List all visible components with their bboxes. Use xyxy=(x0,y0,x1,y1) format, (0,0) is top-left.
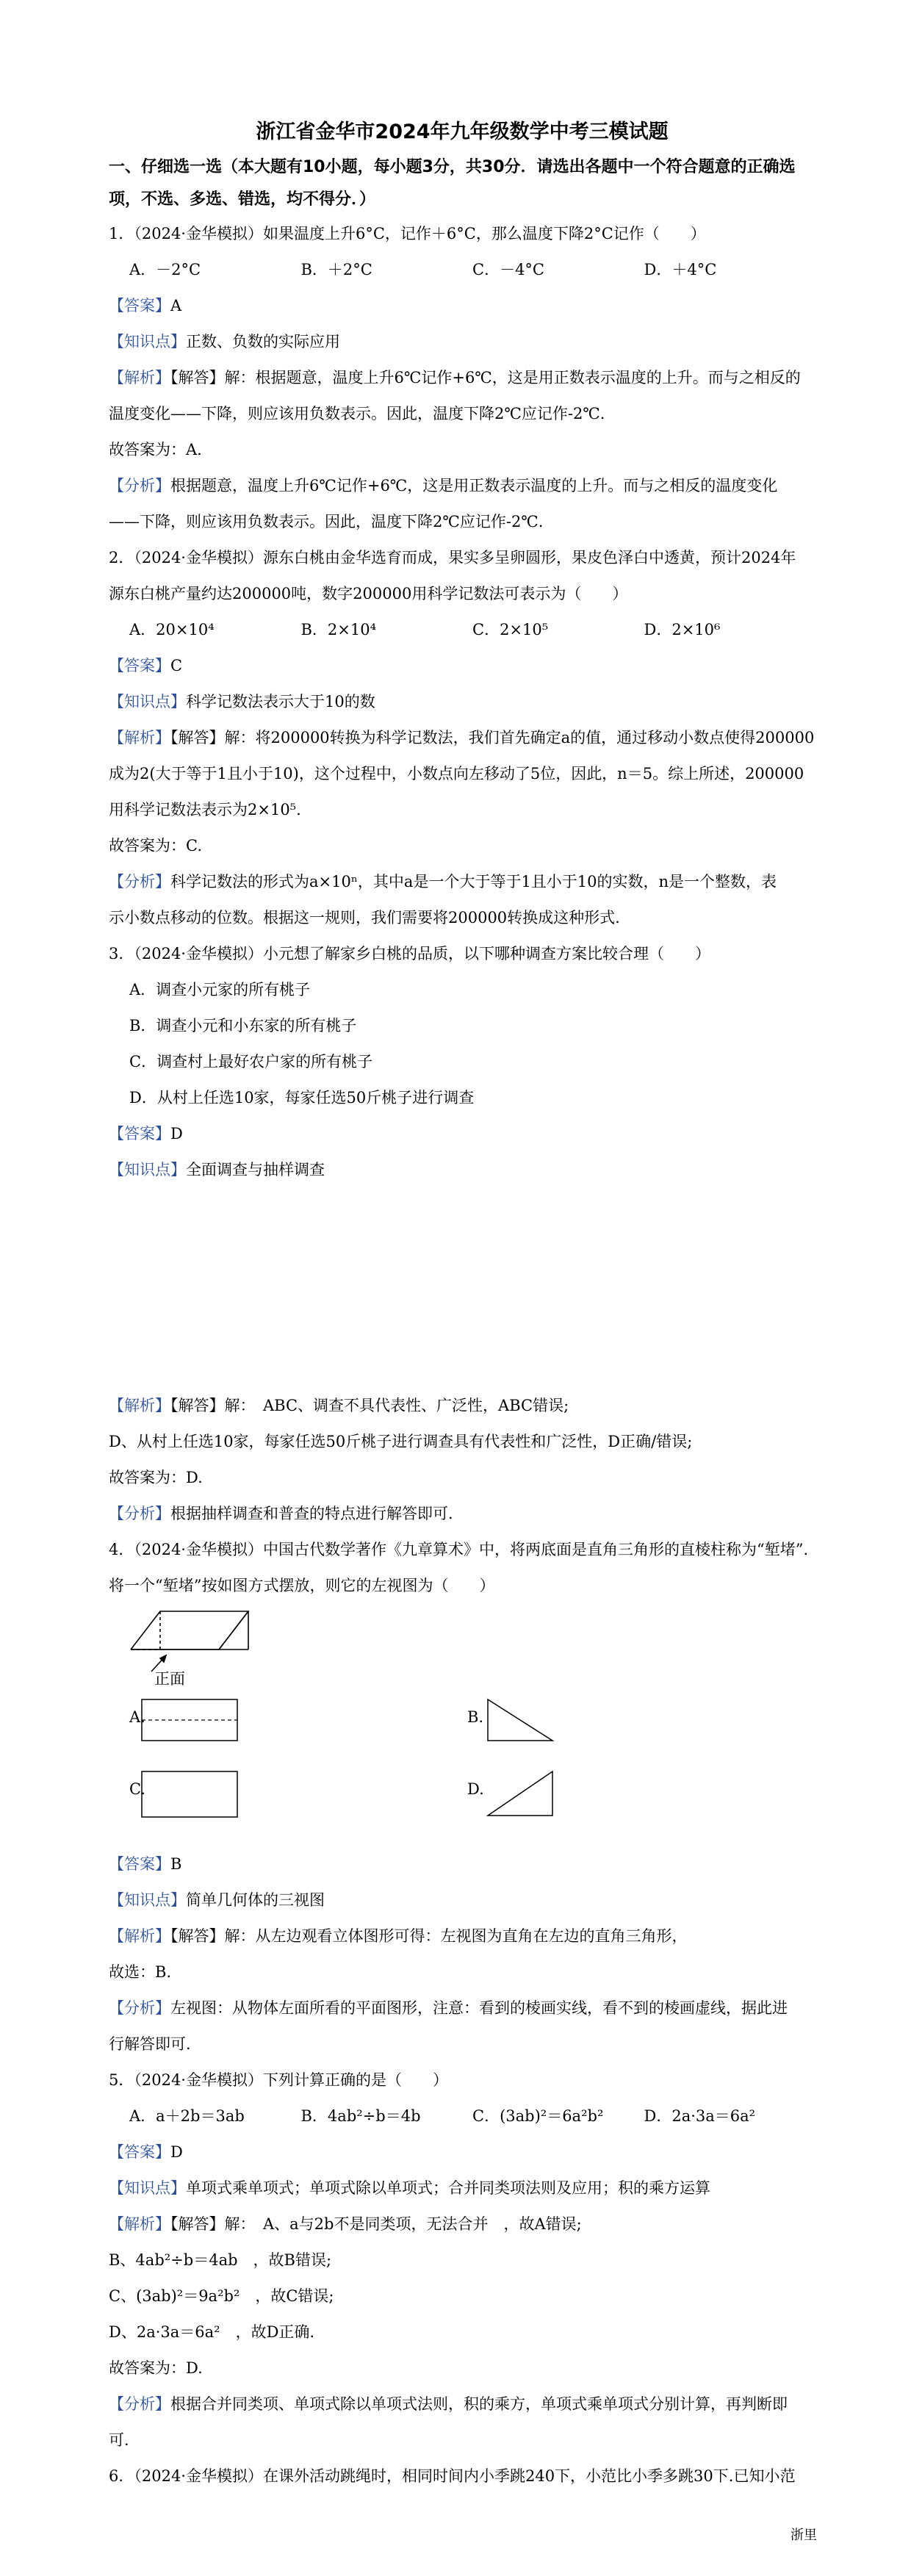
analysis-tag: 【解析】 xyxy=(109,1397,170,1414)
q5-fenxi xyxy=(109,2386,815,2422)
q2-knowledge xyxy=(109,684,815,720)
section-heading: 一、仔细选一选（本大题有10小题，每小题3分，共30分．请选出各题中一个符合题意的正确选项，不选、多选、错选，均不得分．） xyxy=(109,158,796,209)
solution-tag: 【解答】 xyxy=(170,369,225,386)
fenxi-text: 左视图：从物体左面所看的平面图形，注意：看到的棱画实线，看不到的棱画虚线，据此进 xyxy=(170,1999,788,2017)
answer-value: C xyxy=(170,657,183,674)
q1-analysis-cont: 温度变化——下降，则应该用负数表示。因此，温度下降2℃应记作-2℃. xyxy=(109,405,605,422)
q1-fenxi-cont: ——下降，则应该用负数表示。因此，温度下降2℃应记作-2℃. xyxy=(109,513,544,530)
solution-tag: 【解答】 xyxy=(170,1397,225,1414)
option-d-triangle xyxy=(482,1769,563,1820)
q2-stem-cont: 源东白桃产量约达200000吨，数字200000用科学记数法可表示为（ ） xyxy=(109,585,628,602)
q1-fenxi xyxy=(109,468,815,504)
fenxi-tag: 【分析】 xyxy=(109,1505,170,1522)
fenxi-tag: 【分析】 xyxy=(109,2395,170,2413)
q1-analysis xyxy=(109,360,815,396)
q5-fenxi-cont: 可. xyxy=(109,2431,129,2449)
q5-option-c: C．(3ab)²＝6a²b² xyxy=(472,2107,604,2125)
fenxi-tag: 【分析】 xyxy=(109,1999,170,2017)
q3-stem: 3．（2024·金华模拟）小元想了解家乡白桃的品质，以下哪种调查方案比较合理（ ） xyxy=(109,945,710,963)
q2-analysis-cont-2: 用科学记数法表示为2×10⁵. xyxy=(109,801,301,819)
q4-conclude: 故选：B. xyxy=(109,1963,172,1981)
option-b-triangle xyxy=(482,1697,563,1748)
q5-options xyxy=(109,2098,815,2134)
analysis-text: 解：根据题意，温度上升6℃记作+6℃，这是用正数表示温度的上升。而与之相反的 xyxy=(224,369,801,386)
q3-answer xyxy=(109,1116,815,1152)
option-a-rect-dashed xyxy=(138,1697,241,1748)
q2-options xyxy=(109,612,815,648)
answer-tag: 【答案】 xyxy=(109,1125,170,1143)
knowledge-value: 全面调查与抽样调查 xyxy=(186,1161,325,1179)
q3-analysis xyxy=(109,1388,815,1424)
q2-option-a: A．20×10⁴ xyxy=(129,621,215,638)
answer-value: B xyxy=(170,1855,182,1873)
q2-option-c: C．2×10⁵ xyxy=(472,621,549,638)
answer-tag: 【答案】 xyxy=(109,1855,170,1873)
fenxi-text: 根据抽样调查和普查的特点进行解答即可. xyxy=(170,1505,453,1522)
page-footer: 浙里 xyxy=(791,2528,817,2543)
q5-analysis xyxy=(109,2206,815,2242)
solution-tag: 【解答】 xyxy=(170,2215,225,2233)
answer-tag: 【答案】 xyxy=(109,2143,170,2161)
q5-option-b: B．4ab²÷b＝4b xyxy=(300,2107,421,2125)
q5-d-line: D、2a·3a＝6a² ，故D正确. xyxy=(109,2323,315,2341)
q4-option-a: A. xyxy=(129,1708,145,1726)
analysis-text: 解： ABC、调查不具代表性、广泛性，ABC错误; xyxy=(224,1397,569,1414)
page-title: 浙江省金华市2024年九年级数学中考三模试题 xyxy=(256,120,669,143)
q1-stem: 1．（2024·金华模拟）如果温度上升6°C，记作＋6°C，那么温度下降2°C记作（ ） xyxy=(109,225,706,242)
q4-option-b: B. xyxy=(467,1708,484,1726)
q2-fenxi-cont: 示小数点移动的位数。根据这一规则，我们需要将200000转换成这种形式. xyxy=(109,909,620,927)
q3-option-d: D．从村上任选10家，每家任选50斤桃子进行调查 xyxy=(129,1089,475,1107)
fenxi-text: 根据合并同类项、单项式除以单项式法则，积的乘方，单项式乘单项式分别计算，再判断即 xyxy=(170,2395,788,2413)
q4-fenxi xyxy=(109,1990,815,2026)
analysis-text: 解： A、a与2b不是同类项，无法合并 ，故A错误; xyxy=(224,2215,582,2233)
q3-conclude: 故答案为：D. xyxy=(109,1469,203,1486)
q1-answer xyxy=(109,288,815,324)
q3-analysis-cont: D、从村上任选10家，每家任选50斤桃子进行调查具有代表性和广泛性，D正确/错误; xyxy=(109,1433,693,1450)
q4-stem-cont: 将一个“堑堵”按如图方式摆放，则它的左视图为（ ） xyxy=(109,1577,495,1594)
q2-answer xyxy=(109,648,815,684)
q2-analysis xyxy=(109,720,815,756)
q5-option-a: A．a＋2b＝3ab xyxy=(129,2107,245,2125)
analysis-tag: 【解析】 xyxy=(109,2215,170,2233)
answer-value: D xyxy=(170,2143,183,2161)
answer-value: A xyxy=(170,297,182,314)
fenxi-tag: 【分析】 xyxy=(109,873,170,891)
q3-knowledge xyxy=(109,1152,815,1188)
q2-analysis-cont: 成为2(大于等于1且小于10)，这个过程中，小数点向左移动了5位，因此，n＝5。综上所述，200000 xyxy=(109,765,804,782)
fenxi-text: 科学记数法的形式为a×10ⁿ，其中a是一个大于等于1且小于10的实数，n是一个整数，表 xyxy=(170,873,777,891)
prism-figure xyxy=(109,1604,815,1692)
knowledge-value: 简单几何体的三视图 xyxy=(186,1891,325,1909)
solution-tag: 【解答】 xyxy=(170,1927,225,1945)
front-label: 正面 xyxy=(154,1670,185,1688)
fenxi-text: 根据题意，温度上升6℃记作+6℃，这是用正数表示温度的上升。而与之相反的温度变化 xyxy=(170,477,778,494)
analysis-tag: 【解析】 xyxy=(109,729,170,746)
prism-diagram xyxy=(109,1604,300,1692)
fenxi-tag: 【分析】 xyxy=(109,477,170,494)
answer-tag: 【答案】 xyxy=(109,297,170,314)
knowledge-value: 科学记数法表示大于10的数 xyxy=(186,693,375,710)
q2-stem: 2．（2024·金华模拟）源东白桃由金华选育而成，果实多呈卵圆形，果皮色泽白中透黄，预计2024年 xyxy=(109,549,796,566)
q4-knowledge xyxy=(109,1882,815,1918)
q4-options xyxy=(109,1692,815,1846)
q3-option-a: A．调查小元家的所有桃子 xyxy=(129,981,311,999)
q3-option-b: B．调查小元和小东家的所有桃子 xyxy=(129,1017,357,1035)
q3-option-c: C．调查村上最好农户家的所有桃子 xyxy=(129,1053,373,1071)
q4-option-d: D. xyxy=(467,1780,484,1798)
q2-conclude: 故答案为：C. xyxy=(109,837,202,855)
q1-option-c: C．－4°C xyxy=(472,261,544,278)
q1-option-a: A．－2°C xyxy=(129,261,201,278)
analysis-text: 解：将200000转换为科学记数法，我们首先确定a的值，通过移动小数点使得200000 xyxy=(224,729,815,746)
analysis-tag: 【解析】 xyxy=(109,1927,170,1945)
answer-value: D xyxy=(170,1125,183,1143)
knowledge-tag: 【知识点】 xyxy=(109,1161,186,1179)
knowledge-tag: 【知识点】 xyxy=(109,1891,186,1909)
q3-fenxi xyxy=(109,1496,815,1532)
knowledge-tag: 【知识点】 xyxy=(109,333,186,350)
q5-stem: 5．（2024·金华模拟）下列计算正确的是（ ） xyxy=(109,2071,448,2089)
document-page xyxy=(109,110,815,2494)
q1-knowledge xyxy=(109,324,815,360)
q5-conclude: 故答案为：D. xyxy=(109,2359,203,2377)
q4-option-c: C. xyxy=(129,1780,145,1798)
q4-answer xyxy=(109,1846,815,1882)
answer-tag: 【答案】 xyxy=(109,657,170,674)
q1-options xyxy=(109,252,815,288)
q5-c-line: C、(3ab)²＝9a²b² ，故C错误; xyxy=(109,2287,334,2305)
q6-stem: 6．（2024·金华模拟）在课外活动跳绳时，相同时间内小季跳240下，小范比小季多跳30下.已知小范 xyxy=(109,2467,796,2485)
q5-b-line: B、4ab²÷b＝4ab ，故B错误; xyxy=(109,2251,332,2269)
q4-fenxi-cont: 行解答即可. xyxy=(109,2035,191,2053)
analysis-text: 解：从左边观看立体图形可得：左视图为直角在左边的直角三角形， xyxy=(224,1927,688,1945)
q2-option-d: D．2×10⁶ xyxy=(644,621,721,638)
knowledge-value: 单项式乘单项式；单项式除以单项式；合并同类项法则及应用；积的乘方运算 xyxy=(186,2179,710,2197)
q1-option-b: B．＋2°C xyxy=(300,261,372,278)
q4-analysis xyxy=(109,1918,815,1954)
q2-fenxi xyxy=(109,864,815,900)
q5-knowledge xyxy=(109,2170,815,2206)
knowledge-value: 正数、负数的实际应用 xyxy=(186,333,340,350)
knowledge-tag: 【知识点】 xyxy=(109,693,186,710)
q4-stem: 4．（2024·金华模拟）中国古代数学著作《九章算术》中，将两底面是直角三角形的直棱柱称为“堑堵”. xyxy=(109,1541,809,1558)
q1-option-d: D．＋4°C xyxy=(644,261,717,278)
option-c-rect xyxy=(138,1769,241,1820)
q5-answer xyxy=(109,2134,815,2170)
knowledge-tag: 【知识点】 xyxy=(109,2179,186,2197)
blank-space xyxy=(109,1188,815,1388)
q2-option-b: B．2×10⁴ xyxy=(300,621,377,638)
q1-conclude: 故答案为：A. xyxy=(109,441,202,458)
analysis-tag: 【解析】 xyxy=(109,369,170,386)
solution-tag: 【解答】 xyxy=(170,729,225,746)
q5-option-d: D．2a·3a＝6a² xyxy=(644,2107,756,2125)
